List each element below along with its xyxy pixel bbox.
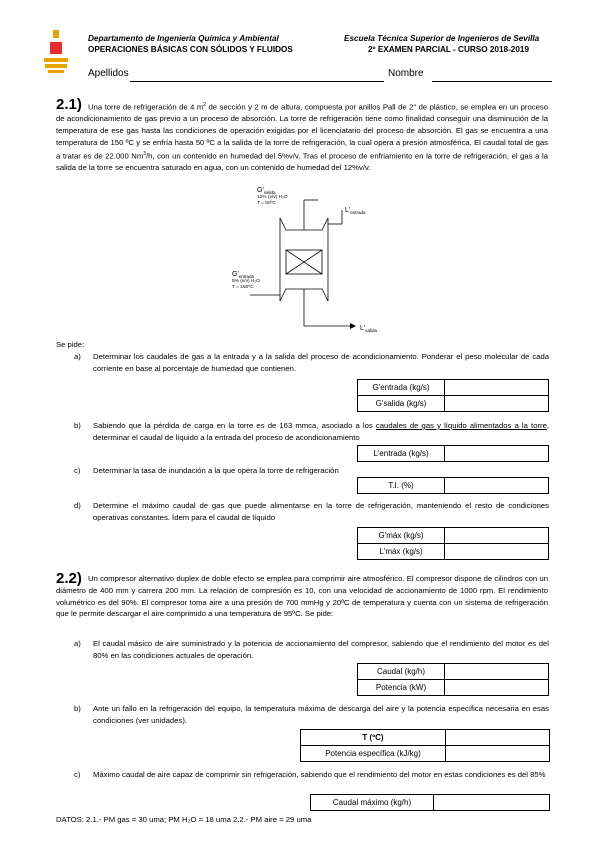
item-letter: c) bbox=[74, 466, 81, 475]
answer-cell[interactable] bbox=[445, 396, 549, 412]
answer-table-2-1-d bbox=[357, 527, 549, 560]
school-name: Escuela Técnica Superior de Ingenieros de Sevilla bbox=[344, 34, 540, 43]
answer-label: Potencia (kW) bbox=[358, 680, 445, 696]
answer-cell[interactable] bbox=[445, 478, 549, 494]
question-2-1-d: Determine el máximo caudal de gas que puede alimentarse en la torre de refrigeración, manteniendo el resto de condiciones operativas constantes. Ídem para el caudal de líquido bbox=[93, 501, 549, 522]
answer-label: L'entrada (kg/s) bbox=[358, 446, 445, 462]
course-name: OPERACIONES BÁSICAS CON SÓLIDOS Y FLUIDOS bbox=[88, 45, 293, 54]
question-2-1-b: Sabiendo que la pérdida de carga en la torre es de 163 mmca, asociado a los caudales de gas y líquido alimentados a la torre, determinar el caudal de líquido a la entrada del proceso de acondicionamiento bbox=[93, 421, 550, 442]
item-letter: c) bbox=[74, 770, 81, 779]
answer-cell[interactable] bbox=[445, 528, 549, 544]
question-2-1-c: Determinar la tasa de inundación a la que opera la torre de refrigeración bbox=[93, 466, 339, 475]
datos-footer: DATOS: 2.1.- PM gas = 30 uma; PM H₂O = 18 uma 2.2.- PM aire = 29 uma bbox=[56, 815, 312, 824]
question-2-2-c: Máximo caudal de aire capaz de comprimir sin refrigeración, sabiendo que el rendimiento del motor en estas condiciones es del 85% bbox=[93, 770, 546, 779]
nombre-label: Nombre bbox=[388, 68, 424, 79]
answer-label: G'salida (kg/s) bbox=[358, 396, 445, 412]
se-pide-label: Se pide: bbox=[56, 340, 85, 349]
answer-cell[interactable] bbox=[445, 446, 549, 462]
department-name: Departamento de Ingeniería Química y Ambiental bbox=[88, 34, 279, 43]
answer-label: G'entrada (kg/s) bbox=[358, 380, 445, 396]
answer-cell[interactable] bbox=[446, 730, 550, 746]
answer-table-2-2-a bbox=[357, 663, 549, 696]
answer-label: L'máx (kg/s) bbox=[358, 544, 445, 560]
item-letter: a) bbox=[74, 352, 81, 361]
answer-cell[interactable] bbox=[434, 795, 550, 811]
answer-table-2-2-c bbox=[310, 794, 550, 811]
answer-label: Caudal máximo (kg/h) bbox=[311, 795, 434, 811]
exam-title: 2º EXAMEN PARCIAL - CURSO 2018-2019 bbox=[368, 45, 530, 54]
answer-table-2-1-a bbox=[357, 379, 549, 412]
apellidos-label: Apellidos bbox=[88, 68, 129, 79]
problem-2-2-number: 2.2) bbox=[56, 570, 82, 587]
question-2-1-a: Determinar los caudales de gas a la entrada y a la salida del proceso de acondicionamiento. Ponderar el peso molecular de cada corriente en base al porcentaje de humedad que contienen. bbox=[93, 352, 549, 373]
answer-label: Caudal (kg/h) bbox=[358, 664, 445, 680]
answer-cell[interactable] bbox=[445, 664, 549, 680]
item-letter: b) bbox=[74, 704, 81, 713]
answer-label: G'máx (kg/s) bbox=[358, 528, 445, 544]
answer-label: Potencia específica (kJ/kg) bbox=[301, 746, 446, 762]
apellidos-field[interactable] bbox=[130, 70, 384, 82]
problem-2-1-statement: Una torre de refrigeración de 4 $m^2$ de sección y 2 m de altura, compuesta por anillos Pall de 2" de plástico, se emplea en un proceso de acondicionamiento de gas previo a un proceso de absorción. La torre de refrigeración tiene como finalidad conseguir una disminución de la temperatura de ese gas hasta las condiciones de operación exigidas por el licenciatario del proceso de absorción. El gas se encuentra a una temperatura de 150 ºC y se enfría hasta 50 ºC a la salida de la torre de refrigeración, la cual opera a presión atmosférica. El caudal total de gas a tratar es de 22.000 Nm$^3$/h, con un contenido en humedad del 5%v/v. Tras el proceso de enfriamiento en la torre de refrigeración, el gas a la salida de la torre se encuentra saturado en agua, con un contenido de humedad del 12%v/v. bbox=[56, 102, 548, 173]
question-2-2-b: Ante un fallo en la refrigeración del equipo, la temperatura máxima de descarga del aire y la potencia específica necesaria en esas condiciones (ver unidades). bbox=[93, 704, 549, 725]
problem-2-1-number: 2.1) bbox=[56, 96, 82, 113]
answer-label: T.I. (%) bbox=[358, 478, 445, 494]
problem-2-2-statement: Un compresor alternativo duplex de doble efecto se emplea para comprimir aire atmosférico. El compresor dispone de cilindros con un diámetro de 400 mm y carrera 200 mm. La relación de compresión es 10, con una velocidad de accionamiento de 1000 rpm. El rendimiento volumétrico es del 90%. El compresor toma aire a una presión de 700 mmHg y 20ºC de temperatura y cuenta con un sistema de refrigeración que le permite descargar el aire comprimido a una temperatura de 95ºC. Se pide: bbox=[56, 574, 548, 619]
answer-label: T (ºC) bbox=[301, 730, 446, 746]
item-letter: d) bbox=[74, 501, 81, 510]
answer-cell[interactable] bbox=[445, 680, 549, 696]
answer-cell[interactable] bbox=[445, 380, 549, 396]
answer-cell[interactable] bbox=[445, 544, 549, 560]
answer-table-2-2-b bbox=[300, 729, 550, 762]
answer-table-2-1-b bbox=[357, 445, 549, 462]
item-letter: a) bbox=[74, 639, 81, 648]
answer-table-2-1-c bbox=[357, 477, 549, 494]
item-letter: b) bbox=[74, 421, 81, 430]
answer-cell[interactable] bbox=[446, 746, 550, 762]
question-2-2-a: El caudal másico de aire suministrado y la potencia de accionamiento del compresor, sabiendo que el rendimiento del motor es del 80% en las condiciones actuales de operación. bbox=[93, 639, 549, 660]
nombre-field[interactable] bbox=[432, 70, 552, 82]
